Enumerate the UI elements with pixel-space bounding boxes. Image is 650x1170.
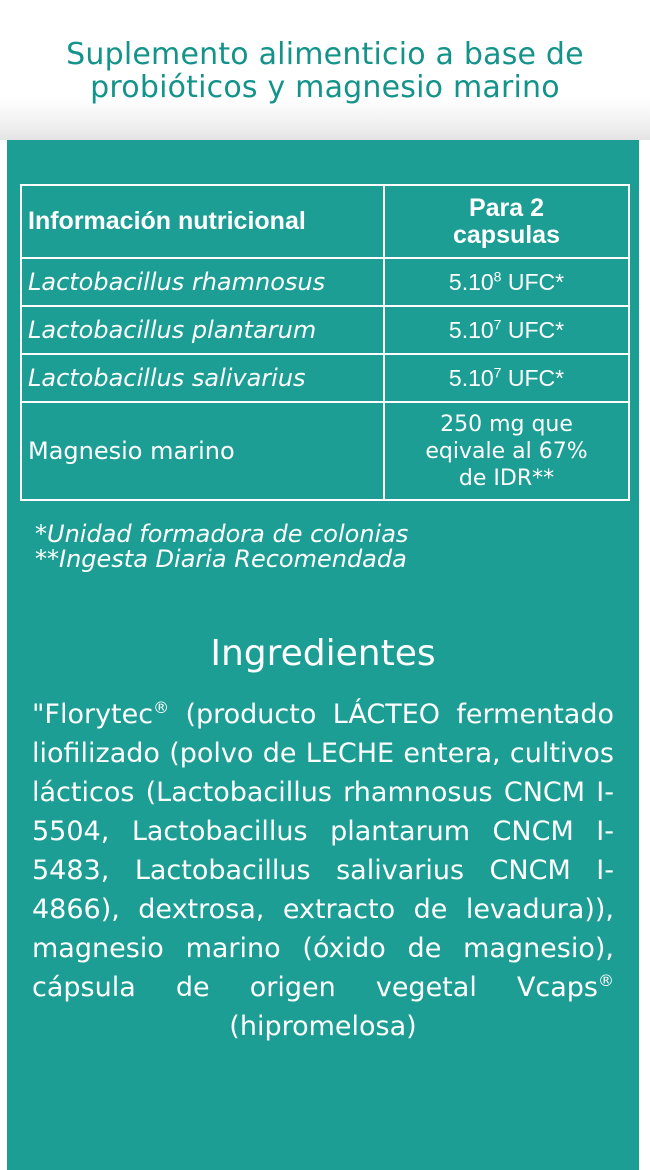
ingredient-amount bbox=[384, 354, 629, 402]
ingredient-name: Lactobacillus rhamnosus bbox=[21, 258, 384, 306]
ingredients-text bbox=[32, 695, 614, 1046]
product-title-line1: Suplemento alimenticio a base de bbox=[66, 37, 584, 72]
ingredient-amount bbox=[384, 258, 629, 306]
magnesium-line2: eqivale al 67% bbox=[425, 438, 588, 464]
magnesium-line1: 250 mg que bbox=[440, 411, 573, 437]
ingredients-text-part3: (hipromelosa) bbox=[229, 1011, 417, 1042]
amount-exponent: 7 bbox=[493, 315, 502, 332]
amount-base: 5.10 bbox=[448, 268, 494, 295]
ingredient-amount bbox=[384, 402, 629, 500]
table-row bbox=[21, 258, 629, 306]
amount-base: 5.10 bbox=[448, 316, 494, 343]
nutrition-table-header bbox=[21, 185, 629, 258]
dose-line1: Para 2 bbox=[468, 193, 545, 222]
amount-unit: UFC* bbox=[501, 268, 565, 295]
nutrition-header-label: Información nutricional bbox=[21, 185, 384, 258]
footnotes bbox=[35, 522, 625, 572]
amount-unit: UFC* bbox=[501, 316, 565, 343]
ingredient-name: Lactobacillus salivarius bbox=[21, 354, 384, 402]
info-panel bbox=[7, 140, 639, 1170]
footnote-idr: **Ingesta Diaria Recomendada bbox=[35, 545, 407, 573]
ingredients-text-part2: (producto LÁCTEO fermentado liofilizado (polvo de LECHE entera, cultivos lácticos (Lactobacillus rhamnosus CNCM I-5504, Lactobacillus plantarum CNCM I-5483, Lactobacillus salivarius CNCM I-4866), dextrosa, extracto de levadura)), magnesio marino (óxido de magnesio), cápsula de origen vegetal Vcaps bbox=[32, 699, 614, 1003]
amount-base: 5.10 bbox=[448, 364, 494, 391]
ingredient-name: Magnesio marino bbox=[21, 402, 384, 500]
registered-mark: ® bbox=[598, 971, 614, 990]
ingredient-amount bbox=[384, 306, 629, 354]
nutrition-table bbox=[20, 184, 630, 501]
amount-exponent: 7 bbox=[493, 363, 502, 380]
amount-unit: UFC* bbox=[501, 364, 565, 391]
header bbox=[0, 0, 650, 140]
magnesium-line3: de IDR** bbox=[458, 465, 555, 491]
amount-exponent: 8 bbox=[493, 267, 502, 284]
ingredient-name: Lactobacillus plantarum bbox=[21, 306, 384, 354]
table-row bbox=[21, 354, 629, 402]
product-title-line2: probióticos y magnesio marino bbox=[90, 70, 560, 105]
table-row bbox=[21, 306, 629, 354]
ingredients-title: Ingredientes bbox=[210, 633, 436, 674]
registered-mark: ® bbox=[153, 698, 170, 717]
ingredients-text-part1: "Florytec bbox=[32, 699, 154, 730]
product-title bbox=[0, 38, 650, 104]
nutrition-header-dose bbox=[384, 185, 629, 258]
table-row-magnesium bbox=[21, 402, 629, 500]
dose-line2: capsulas bbox=[452, 220, 560, 249]
footnote-ufc: *Unidad formadora de colonias bbox=[35, 520, 409, 548]
